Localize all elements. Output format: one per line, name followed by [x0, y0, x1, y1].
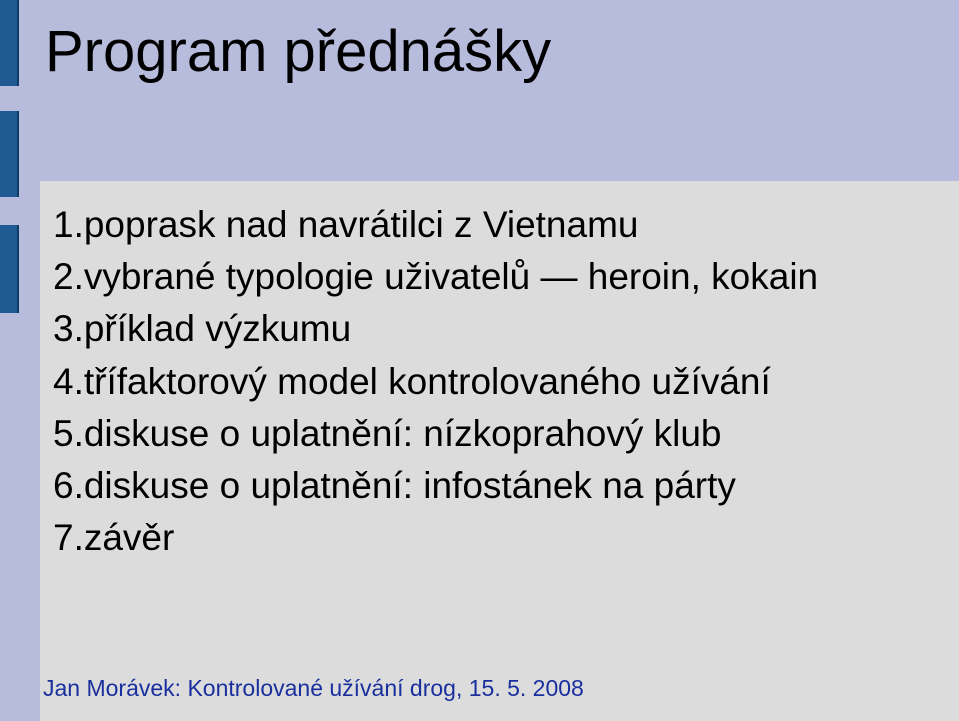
agenda-item-6: 6.diskuse o uplatnění: infostánek na párty [53, 465, 736, 507]
slide-title: Program přednášky [45, 19, 552, 84]
agenda-item-5: 5.diskuse o uplatnění: nízkoprahový klub [53, 412, 722, 454]
agenda-item-7: 7.závěr [53, 517, 175, 559]
content-panel [40, 181, 959, 721]
agenda-list [53, 199, 818, 564]
accent-bar-middle [0, 111, 19, 197]
agenda-item-3: 3.příklad výzkumu [53, 308, 352, 350]
slide-footer: Jan Morávek: Kontrolované užívání drog, 15. 5. 2008 [43, 675, 584, 701]
agenda-item-1: 1.poprask nad navrátilci z Vietnamu [53, 204, 639, 245]
agenda-item-4: 4.třífaktorový model kontrolovaného užívání [53, 360, 771, 402]
agenda-item-2: 2.vybrané typologie uživatelů — heroin, kokain [53, 256, 819, 298]
accent-bar-top [0, 0, 19, 86]
accent-bar-bottom [0, 225, 19, 313]
